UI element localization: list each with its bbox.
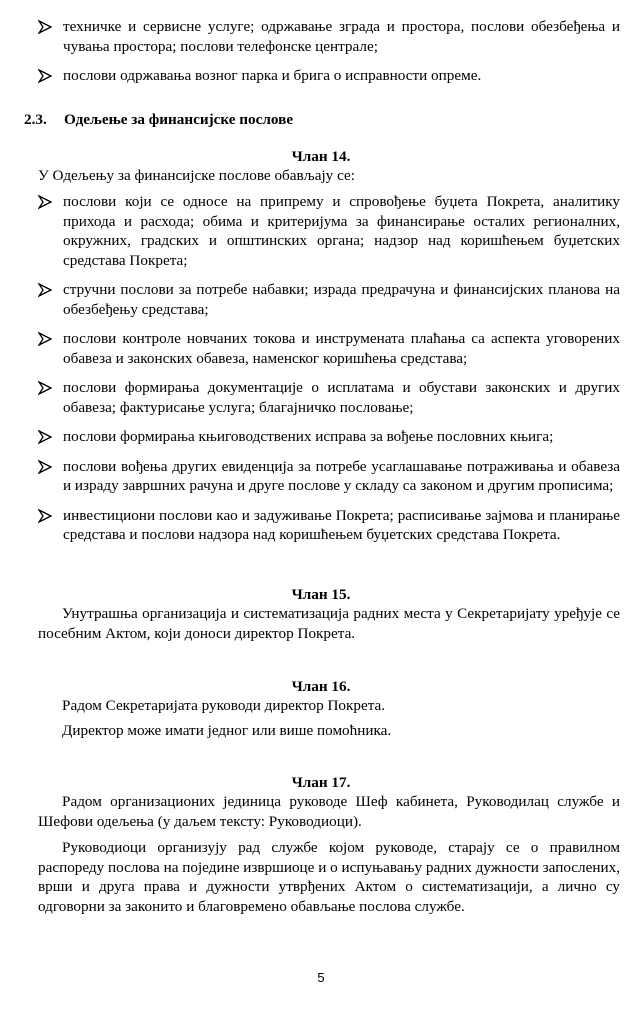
arrow-bullet-icon — [38, 283, 52, 297]
arrow-bullet-icon — [38, 430, 52, 444]
list-item — [38, 66, 620, 86]
arrow-bullet-icon — [38, 381, 52, 395]
list-item — [38, 280, 620, 319]
article-17-title: Члан 17. — [291, 774, 351, 791]
section-number: 2.3. — [24, 111, 47, 128]
section-title: Одељење за финансијске послове — [64, 111, 294, 128]
list-item — [38, 329, 620, 368]
bullet-text: инвестициони послови као и задуживање Покрета; расписивање зајмова и планирање средстава и послови надзора над коришћењем буџетских средстава Покрета. — [63, 506, 620, 543]
bullet-text: стручни послови за потребе набавки; израда предрачуна и финансијских планова на обезбеђењу средстава; — [63, 281, 620, 318]
article-14-bullet-list — [38, 192, 620, 555]
bullet-text: послови формирања документације о исплатама и обустави законских и других обавеза; фактурисање услуга; благајничко пословање; — [63, 379, 620, 416]
section-heading — [24, 110, 293, 130]
list-item — [38, 427, 620, 447]
article-14-title: Члан 14. — [291, 148, 351, 165]
arrow-bullet-icon — [38, 509, 52, 523]
bullet-text: техничке и сервисне услуге; одржавање зграда и простора, послови обезбеђења и чувања простора; послови телефонске централе; — [63, 18, 620, 55]
bullet-text: послови вођења других евиденција за потребе усаглашавање потраживања и обавеза и израду завршних рачуна и друге послове у складу са законом и другим прописима; — [63, 457, 620, 494]
article-16-title: Члан 16. — [291, 678, 351, 695]
article-16-text-2: Директор може имати једног или више помоћника. — [62, 722, 392, 739]
article-14-intro: У Одељењу за финансијске послове обављају се: — [38, 167, 355, 184]
page-number: 5 — [317, 970, 325, 985]
arrow-bullet-icon — [38, 195, 52, 209]
bullet-text: послови који се односе на припрему и спровођење буџета Покрета, аналитику прихода и расхода; обима и критеријума за финансирање осталих регионалних, окружних, градских и општинских органа; надзор над коришћењем буџетских средстава Покрета; — [63, 193, 620, 269]
article-16-text-1: Радом Секретаријата руководи директор Покрета. — [62, 697, 386, 714]
arrow-bullet-icon — [38, 460, 52, 474]
list-item — [38, 506, 620, 545]
arrow-bullet-icon — [38, 332, 52, 346]
arrow-bullet-icon — [38, 20, 52, 34]
bullet-text: послови одржавања возног парка и брига о исправности опреме. — [63, 67, 482, 84]
list-item — [38, 457, 620, 496]
article-15-text: Унутрашња организација и систематизација радних места у Секретаријату уређује се посебним Актом, који доноси директор Покрета. — [38, 605, 620, 642]
arrow-bullet-icon — [38, 69, 52, 83]
list-item — [38, 17, 620, 56]
article-17-text-1: Радом организационих јединица руководе Шеф кабинета, Руководилац службе и Шефови одељења (у даљем тексту: Руководиоци). — [38, 793, 620, 830]
list-item — [38, 192, 620, 270]
article-17-text-2: Руководиоци организују рад службе којом руководе, старају се о правилном распореду послова на поједине извршиоце и о испуњавању радних дужности запослених, врши и друга права и дужности утврђених Актом о систематизацији, а лично су одговорни за законито и благовремено обављање послова службе. — [38, 839, 620, 915]
top-bullet-list — [38, 17, 620, 96]
article-15-title: Члан 15. — [291, 586, 351, 603]
bullet-text: послови формирања књиговодствених исправа за вођење пословних књига; — [63, 428, 554, 445]
list-item — [38, 378, 620, 417]
bullet-text: послови контроле новчаних токова и инструмената плаћања са аспекта уговорених обавеза и законских обавеза, наменског коришћења средстава; — [63, 330, 620, 367]
